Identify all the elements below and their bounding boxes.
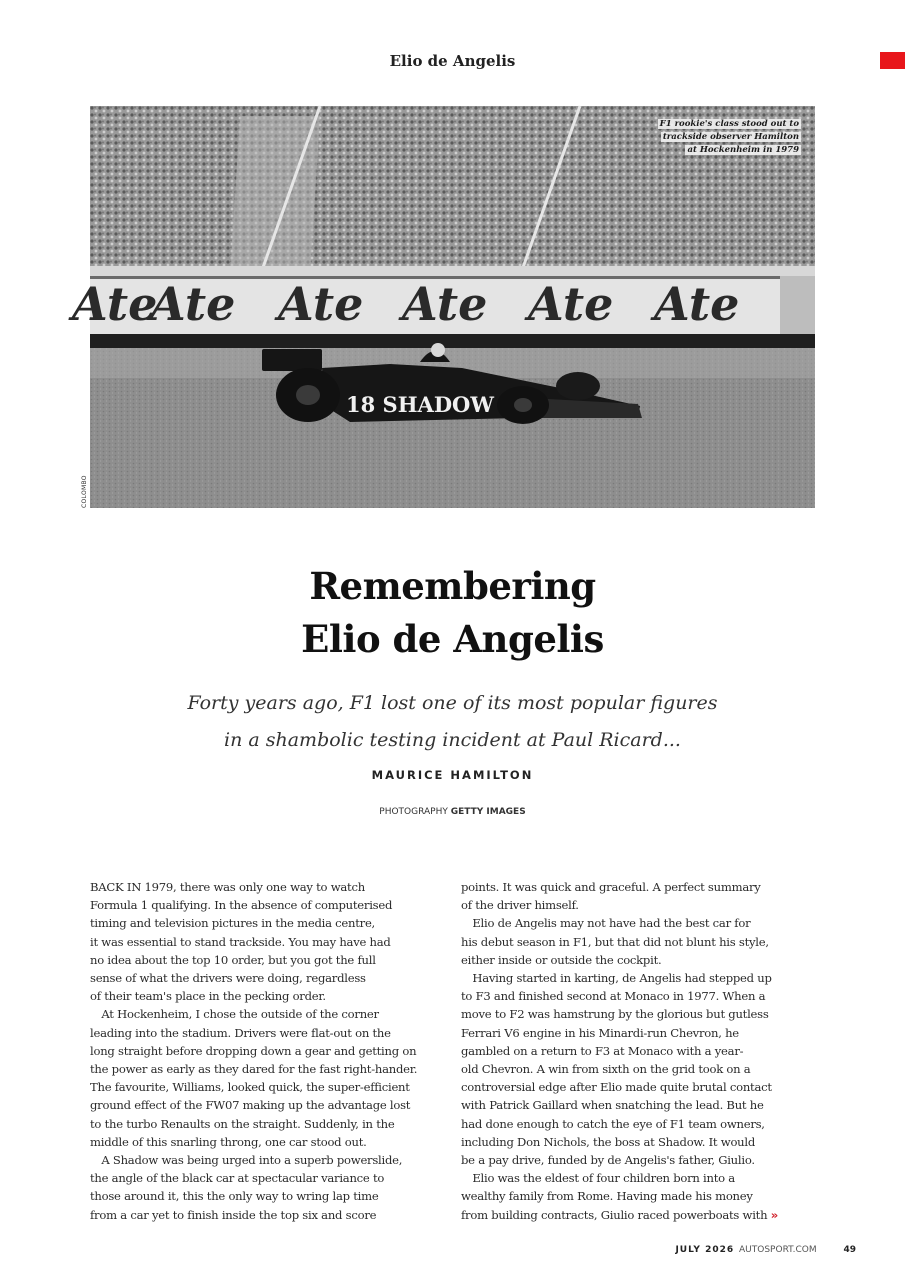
photo-caption: [651, 118, 801, 157]
body-text-line: middle of this snarling throng, one car stood out.: [90, 1134, 367, 1149]
body-text-line: his debut season in F1, but that did not blunt his style,: [461, 934, 769, 949]
page-footer: [0, 1245, 856, 1255]
body-text-line: BACK IN 1979, there was only one way to watch: [90, 880, 365, 894]
body-text-line: sense of what the drivers were doing, regardless: [90, 971, 366, 986]
body-text-line: leading into the stadium. Drivers were flat-out on the: [90, 1025, 391, 1040]
page-number: 49: [843, 1245, 856, 1255]
continue-arrow-icon: »: [770, 1207, 778, 1222]
author-byline: MAURICE HAMILTON: [371, 768, 534, 782]
body-text-line: points. It was quick and graceful. A perfect summary: [461, 880, 761, 894]
caption-line: F1 rookie's class stood out to: [659, 119, 799, 129]
standfirst-line: in a shambolic testing incident at Paul Ricard...: [224, 729, 681, 751]
hoarding-logo: Ate: [528, 277, 614, 331]
article-headline: [0, 560, 905, 666]
caption-line: trackside observer Hamilton: [662, 132, 799, 142]
body-text-line: to the turbo Renaults on the straight. Suddenly, in the: [90, 1116, 395, 1131]
hoarding-logo: Ate: [278, 277, 364, 331]
body-text-line: be a pay drive, funded by de Angelis's father, Giulio.: [461, 1153, 755, 1168]
standfirst-line: Forty years ago, F1 lost one of its most popular figures: [187, 692, 718, 714]
caption-line: at Hockenheim in 1979: [687, 145, 799, 155]
body-text-line: those around it, this the only way to wring lap time: [90, 1189, 379, 1204]
body-text-line: controversial edge after Elio made quite brutal contact: [461, 1080, 772, 1095]
photography-source: GETTY IMAGES: [450, 807, 526, 817]
body-text-line: of their team's place in the pecking order.: [90, 989, 326, 1004]
body-text-line: Formula 1 qualifying. In the absence of computerised: [90, 898, 393, 913]
body-text-line: of the driver himself.: [461, 898, 579, 913]
hoarding-logo: Ate: [72, 277, 158, 331]
body-text-line: to F3 and finished second at Monaco in 1977. When a: [461, 989, 766, 1004]
body-text-line: with Patrick Gaillard when snatching the lead. But he: [461, 1098, 764, 1113]
body-column-left: [90, 878, 440, 1224]
body-text-line: Ferrari V6 engine in his Minardi-run Chevron, he: [461, 1025, 739, 1040]
body-text-line: either inside or outside the cockpit.: [461, 952, 662, 967]
section-title: Elio de Angelis: [389, 52, 516, 70]
hoarding-logo: Ate: [402, 277, 488, 331]
body-text-line: Elio de Angelis may not have had the best car for: [461, 916, 751, 931]
body-text-line: ground effect of the FW07 making up the advantage lost: [90, 1098, 411, 1113]
photo-credit-vertical: COLOMBO: [81, 475, 88, 508]
photography-credit: [0, 807, 905, 817]
body-text-line: Having started in karting, de Angelis had stepped up: [461, 971, 772, 986]
body-text-line: including Don Nichols, the boss at Shadow. It would: [461, 1134, 756, 1149]
body-text-line: wealthy family from Rome. Having made his money: [461, 1189, 753, 1204]
body-text-line: the angle of the black car at spectacular variance to: [90, 1171, 385, 1186]
body-text-line: from building contracts, Giulio raced powerboats with »: [461, 1207, 778, 1222]
body-text-line: no idea about the top 10 order, but you got the full: [90, 952, 376, 967]
body-text-line: timing and television pictures in the media centre,: [90, 916, 375, 931]
headline-line: Remembering: [309, 564, 596, 608]
section-tab-marker: [880, 52, 905, 69]
body-text-line: The favourite, Williams, looked quick, the super-efficient: [90, 1080, 410, 1095]
headline-line: Elio de Angelis: [301, 617, 604, 661]
body-text-line: A Shadow was being urged into a superb powerslide,: [90, 1153, 403, 1168]
body-text-line: the power as early as they dared for the fast right-hander.: [90, 1062, 418, 1077]
photography-label: PHOTOGRAPHY: [379, 807, 448, 817]
body-column-right: [461, 878, 811, 1224]
hoarding-logo: Ate: [654, 277, 740, 331]
body-text-line: from a car yet to finish inside the top six and score: [90, 1207, 377, 1222]
site-name: AUTOSPORT.COM: [739, 1245, 817, 1255]
body-text-line: move to F2 was hamstrung by the glorious but gutless: [461, 1007, 769, 1022]
body-text-line: had done enough to catch the eye of F1 team owners,: [461, 1116, 765, 1131]
body-text-line: old Chevron. A win from sixth on the grid took on a: [461, 1062, 751, 1077]
issue-month: JULY 2026: [675, 1245, 735, 1255]
hoarding-logo: Ate: [150, 277, 236, 331]
car-livery-text: 18 SHADOW: [346, 392, 494, 417]
body-text-line: long straight before dropping down a gear and getting on: [90, 1043, 417, 1058]
article-standfirst: [150, 685, 755, 759]
body-text-line: gambled on a return to F3 at Monaco with a year-: [461, 1043, 744, 1058]
body-text-line: it was essential to stand trackside. You may have had: [90, 934, 391, 949]
body-text-line: At Hockenheim, I chose the outside of the corner: [90, 1007, 379, 1022]
body-text-line: Elio was the eldest of four children born into a: [461, 1171, 735, 1186]
